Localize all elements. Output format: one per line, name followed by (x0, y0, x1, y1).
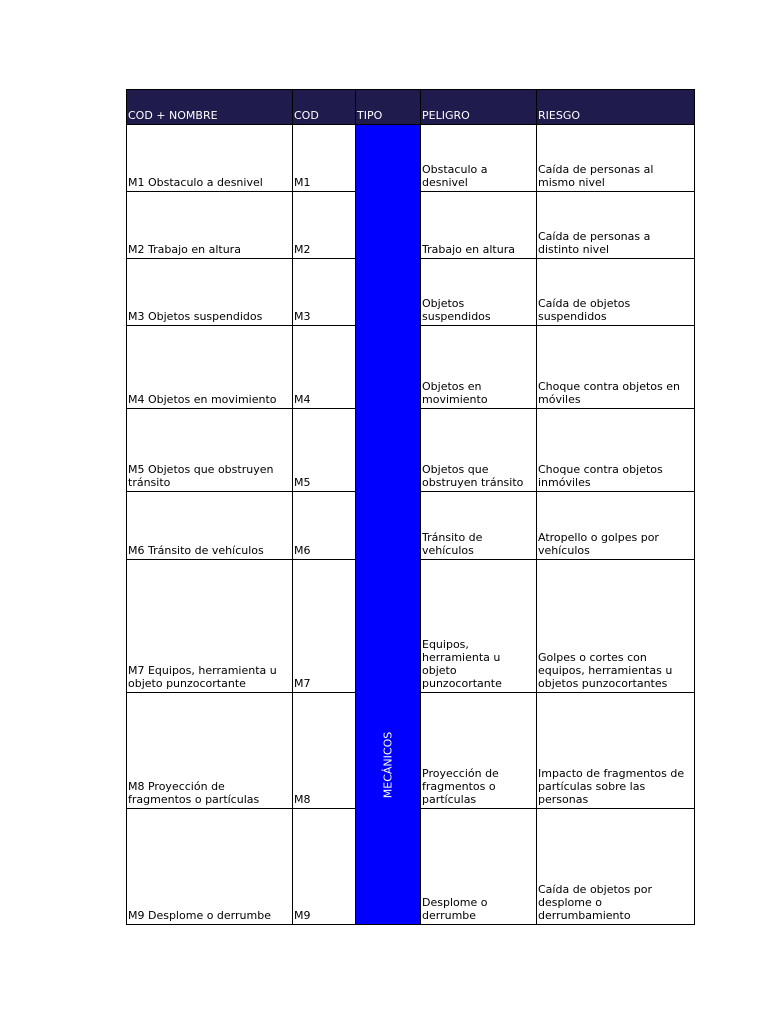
cod-cell: M5 (293, 409, 356, 492)
tipo-label: MECÁNICOS (381, 731, 395, 799)
peligro-cell: Objetos en movimiento (421, 326, 537, 409)
header-tipo: TIPO (356, 90, 421, 125)
cod-cell: M1 (293, 125, 356, 192)
cod-nombre-cell: M6 Tránsito de vehículos (127, 492, 293, 559)
cod-nombre-cell: M5 Objetos que obstruyen tránsito (127, 409, 293, 492)
riesgo-cell: Choque contra objetos en móviles (537, 326, 695, 409)
cod-cell: M2 (293, 192, 356, 259)
riesgo-cell: Caída de personas a distinto nivel (537, 192, 695, 259)
cod-nombre-cell: M2 Trabajo en altura (127, 192, 293, 259)
cod-cell: M4 (293, 326, 356, 409)
cod-cell: M6 (293, 492, 356, 559)
peligro-cell: Objetos suspendidos (421, 259, 537, 326)
riesgo-cell: Golpes o cortes con equipos, herramientas u objetos punzocortantes (537, 559, 695, 692)
cod-nombre-cell: M4 Objetos en movimiento (127, 326, 293, 409)
peligro-cell: Equipos, herramienta u objeto punzocortante (421, 559, 537, 692)
cod-nombre-cell: M8 Proyección de fragmentos o partículas (127, 692, 293, 808)
peligro-cell: Proyección de fragmentos o partículas (421, 692, 537, 808)
cod-cell: M9 (293, 808, 356, 924)
cod-cell: M8 (293, 692, 356, 808)
cod-nombre-cell: M3 Objetos suspendidos (127, 259, 293, 326)
riesgo-cell: Caída de objetos suspendidos (537, 259, 695, 326)
hazard-table (126, 89, 695, 925)
riesgo-cell: Impacto de fragmentos de partículas sobre las personas (537, 692, 695, 808)
cod-nombre-cell: M7 Equipos, herramienta u objeto punzocortante (127, 559, 293, 692)
riesgo-cell: Caída de objetos por desplome o derrumbamiento (537, 808, 695, 924)
riesgo-cell: Caída de personas al mismo nivel (537, 125, 695, 192)
cod-nombre-cell: M1 Obstaculo a desnivel (127, 125, 293, 192)
riesgo-cell: Atropello o golpes por vehículos (537, 492, 695, 559)
peligro-cell: Obstaculo a desnivel (421, 125, 537, 192)
header-row (127, 90, 695, 125)
peligro-cell: Trabajo en altura (421, 192, 537, 259)
tipo-cell (356, 125, 421, 925)
cod-nombre-cell: M9 Desplome o derrumbe (127, 808, 293, 924)
peligro-cell: Tránsito de vehículos (421, 492, 537, 559)
peligro-cell: Objetos que obstruyen tránsito (421, 409, 537, 492)
table-row (127, 125, 695, 192)
cod-cell: M7 (293, 559, 356, 692)
header-cod-nombre: COD + NOMBRE (127, 90, 293, 125)
cod-cell: M3 (293, 259, 356, 326)
peligro-cell: Desplome o derrumbe (421, 808, 537, 924)
header-cod: COD (293, 90, 356, 125)
header-peligro: PELIGRO (421, 90, 537, 125)
header-riesgo: RIESGO (537, 90, 695, 125)
riesgo-cell: Choque contra objetos inmóviles (537, 409, 695, 492)
